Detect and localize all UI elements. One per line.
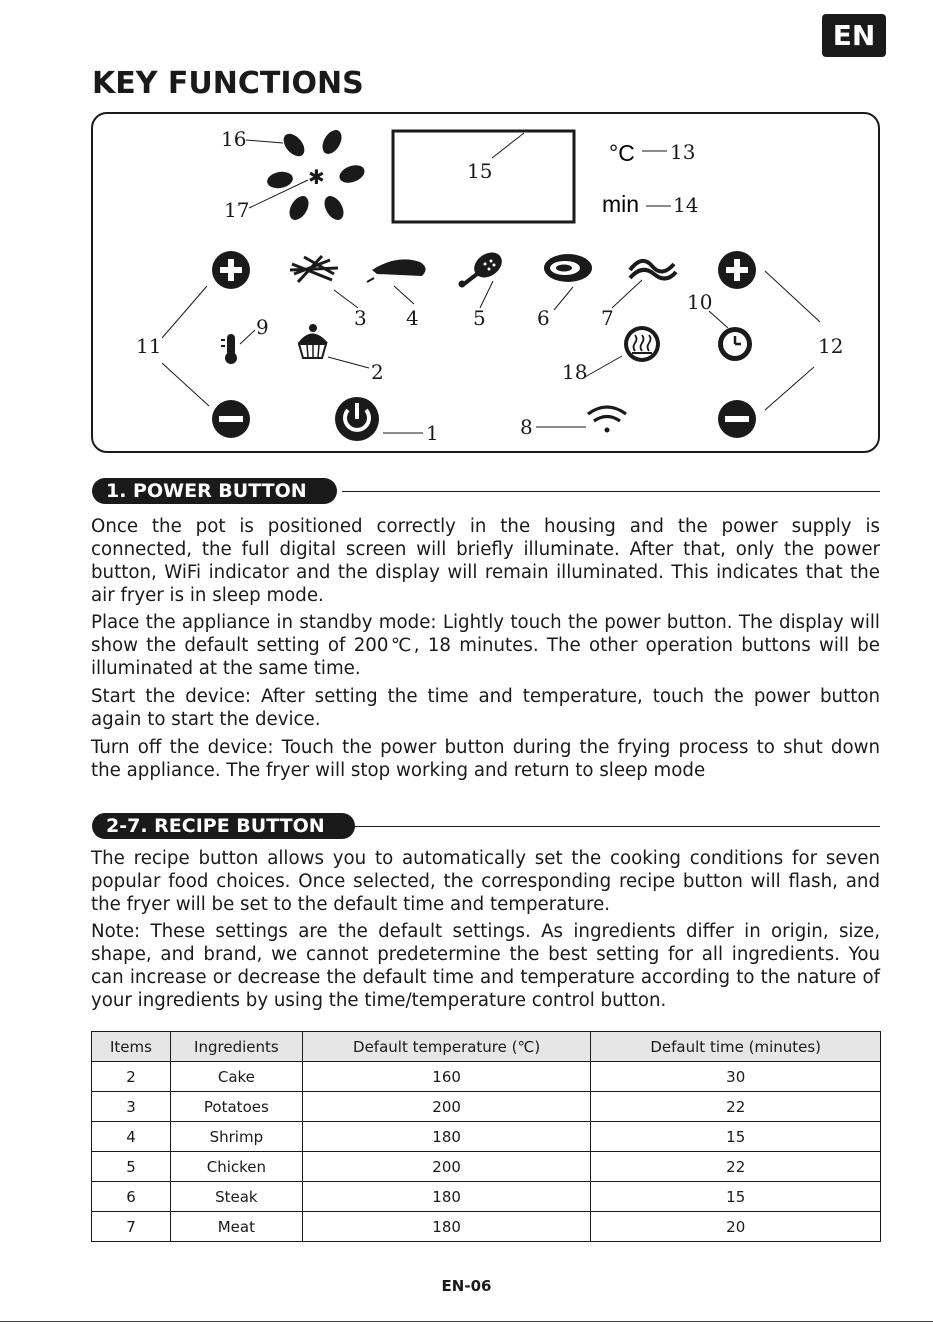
minutes-indicator: min (602, 191, 640, 217)
recipe-defaults-table (91, 1031, 881, 1242)
table-cell: 3 (92, 1092, 171, 1122)
table-cell: 160 (302, 1062, 591, 1092)
column-header-temperature: Default temperature (℃) (302, 1032, 591, 1062)
power-icon (335, 397, 379, 441)
recipe-paragraph-1: The recipe button allows you to automatically set the cooking conditions for seven popular food choices. Once selected, the corresponding recipe button will flash, and the fryer will be set to the default time and temperature. (91, 848, 880, 915)
recipe-paragraph-2: Note: These settings are the default settings. As ingredients differ in origin, size, shape, and brand, we cannot predetermine the best setting for all ingredients. You can increase or decrease the default time and temperature according to the nature of your ingredients by using the time/temperature control button. (91, 921, 880, 1011)
shrimp-icon (367, 259, 426, 282)
table-cell: Meat (170, 1212, 302, 1242)
callout-16: 16 (221, 127, 247, 151)
table-cell: 200 (302, 1092, 591, 1122)
section-divider (342, 491, 880, 492)
heat-wave-icon (624, 326, 660, 362)
power-paragraph-4: Turn off the device: Touch the power button during the frying process to shut down the appliance. The fryer will stop working and return to sleep mode (91, 737, 880, 781)
table-header-row (92, 1032, 881, 1062)
temperature-plus-button (212, 251, 250, 289)
callout-6: 6 (537, 306, 550, 330)
temperature-minus-button (212, 400, 250, 438)
language-badge: EN (822, 14, 886, 57)
table-row (92, 1092, 881, 1122)
power-paragraph-3: Start the device: After setting the time and temperature, touch the power button again to start the device. (91, 686, 880, 730)
table-cell: 4 (92, 1122, 171, 1152)
table-cell: 22 (591, 1092, 881, 1122)
table-row (92, 1062, 881, 1092)
control-panel-diagram (91, 112, 880, 453)
chicken-drumstick-icon (459, 247, 507, 287)
callout-15: 15 (467, 159, 493, 183)
section-divider (342, 826, 880, 827)
section-heading-label: 1. POWER BUTTON (92, 478, 337, 504)
bacon-icon (630, 261, 676, 279)
time-plus-button (718, 251, 756, 289)
bottom-divider (0, 1321, 933, 1322)
callout-2: 2 (371, 360, 384, 384)
power-paragraph-1: Once the pot is positioned correctly in the housing and the power supply is connected, the full digital screen will briefly illuminate. After that, only the power button, WiFi indicator and the display will remain illuminated. This indicates that the air fryer is in sleep mode. (91, 516, 880, 606)
callout-5: 5 (473, 306, 486, 330)
callout-14: 14 (673, 193, 699, 217)
power-button-section-heading (92, 478, 880, 504)
callout-17: 17 (224, 198, 250, 222)
table-row (92, 1122, 881, 1152)
table-cell: 7 (92, 1212, 171, 1242)
table-cell: Chicken (170, 1152, 302, 1182)
table-cell: 180 (302, 1182, 591, 1212)
celsius-indicator: °C (609, 140, 635, 166)
wifi-icon (588, 407, 626, 433)
cake-icon (298, 324, 328, 358)
table-cell: Shrimp (170, 1122, 302, 1152)
table-cell: 180 (302, 1212, 591, 1242)
callout-1: 1 (426, 421, 439, 445)
table-cell: 20 (591, 1212, 881, 1242)
table-cell: 6 (92, 1182, 171, 1212)
callout-12: 12 (818, 334, 844, 358)
table-row (92, 1212, 881, 1242)
table-cell: 180 (302, 1122, 591, 1152)
page-number: EN-06 (441, 1277, 492, 1295)
page-title: KEY FUNCTIONS (92, 66, 364, 101)
table-row (92, 1152, 881, 1182)
table-cell: 5 (92, 1152, 171, 1182)
callout-11: 11 (136, 334, 162, 358)
timer-icon (718, 327, 752, 361)
table-row (92, 1182, 881, 1212)
time-minus-button (718, 400, 756, 438)
power-paragraph-2: Place the appliance in standby mode: Lightly touch the power button. The display will show the default setting of 200℃, 18 minutes. The other operation buttons will be illuminated at the same time. (91, 612, 880, 679)
callout-9: 9 (256, 315, 269, 339)
column-header-time: Default time (minutes) (591, 1032, 881, 1062)
table-cell: 30 (591, 1062, 881, 1092)
section-heading-label: 2-7. RECIPE BUTTON (92, 813, 355, 839)
callout-7: 7 (601, 306, 614, 330)
column-header-ingredients: Ingredients (170, 1032, 302, 1062)
table-cell: Potatoes (170, 1092, 302, 1122)
table-cell: 2 (92, 1062, 171, 1092)
table-cell: Cake (170, 1062, 302, 1092)
recipe-button-section-heading (92, 813, 880, 839)
column-header-items: Items (92, 1032, 171, 1062)
table-cell: 200 (302, 1152, 591, 1182)
table-cell: Steak (170, 1182, 302, 1212)
callout-13: 13 (670, 140, 696, 164)
callout-3: 3 (354, 306, 367, 330)
fan-animation-icon (266, 127, 367, 224)
steak-icon (544, 254, 592, 282)
callout-10: 10 (687, 290, 713, 314)
thermometer-icon (221, 334, 237, 364)
table-cell: 15 (591, 1122, 881, 1152)
callout-18: 18 (562, 360, 588, 384)
table-cell: 15 (591, 1182, 881, 1212)
callout-8: 8 (520, 415, 533, 439)
fries-icon (290, 256, 338, 282)
callout-4: 4 (406, 306, 419, 330)
svg-text:✱: ✱ (308, 165, 325, 189)
table-cell: 22 (591, 1152, 881, 1182)
